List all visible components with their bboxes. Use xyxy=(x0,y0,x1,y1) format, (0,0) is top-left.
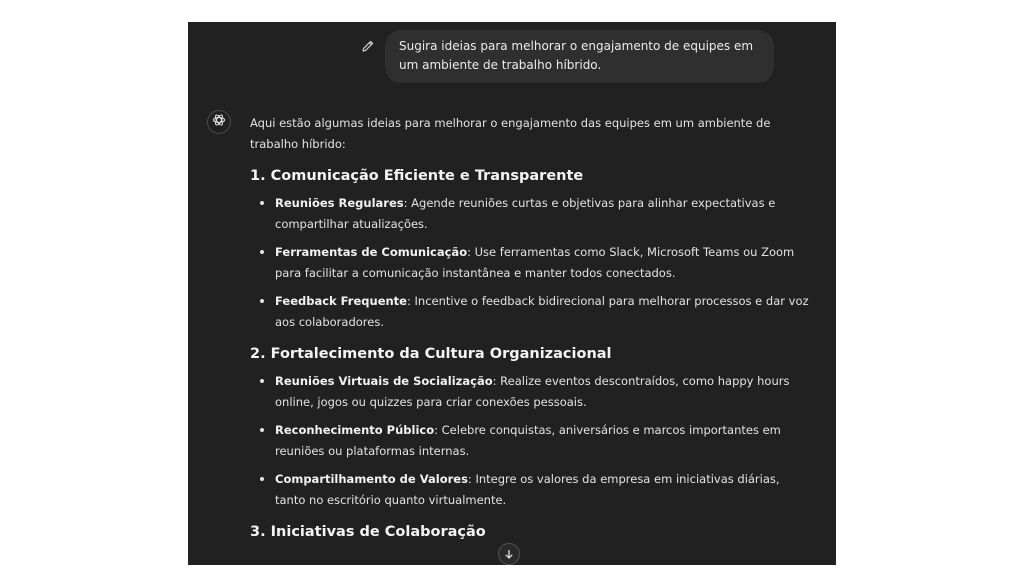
bullet-text: : Integre os valores da empresa em iniciativas diárias, tanto no escritório quanto virtualmente. xyxy=(275,472,780,507)
bullet-text: : Realize eventos descontraídos, como happy hours online, jogos ou quizzes para criar conexões pessoais. xyxy=(275,374,790,409)
bullet-dot xyxy=(260,477,264,481)
bullet-term: Ferramentas de Comunicação xyxy=(275,245,468,259)
bullet-term: Feedback Frequente xyxy=(275,294,407,308)
bullet-dot xyxy=(260,250,264,254)
bullet-dot xyxy=(260,379,264,383)
user-message-bubble xyxy=(385,30,774,83)
bullet-dot xyxy=(260,299,264,303)
assistant-avatar xyxy=(207,110,231,134)
section-heading: 3. Iniciativas de Colaboração xyxy=(250,524,486,540)
list-item xyxy=(250,242,810,284)
bullet-term: Compartilhamento de Valores xyxy=(275,472,468,486)
bullet-term: Reconhecimento Público xyxy=(275,423,435,437)
bullet-text: : Incentive o feedback bidirecional para melhorar processos e dar voz aos colaboradores. xyxy=(275,294,809,329)
scroll-to-bottom-button[interactable] xyxy=(498,543,520,565)
bullet-dot xyxy=(260,428,264,432)
assistant-message xyxy=(250,113,810,549)
bullet-text: : Use ferramentas como Slack, Microsoft Teams ou Zoom para facilitar a comunicação instantânea e manter todos conectados. xyxy=(275,245,795,280)
bullet-term: Reuniões Regulares xyxy=(275,196,404,210)
list-item xyxy=(250,291,810,333)
bullet-term: Reuniões Virtuais de Socialização xyxy=(275,374,493,388)
bullet-text: : Celebre conquistas, aniversários e marcos importantes em reuniões ou plataformas internas. xyxy=(275,423,781,458)
list-item xyxy=(250,371,810,413)
list-item xyxy=(250,193,810,235)
edit-message-icon[interactable] xyxy=(360,38,376,54)
list-item xyxy=(250,420,810,462)
bullet-list xyxy=(250,371,810,511)
user-message-text: Sugira ideias para melhorar o engajamento de equipes em um ambiente de trabalho híbrido. xyxy=(399,39,754,72)
chat-window xyxy=(188,22,836,565)
assistant-intro-text: Aqui estão algumas ideias para melhorar o engajamento das equipes em um ambiente de trabalho híbrido: xyxy=(250,116,771,151)
arrow-down-icon xyxy=(503,545,515,564)
section-heading: 2. Fortalecimento da Cultura Organizacional xyxy=(250,346,612,362)
bullet-text: : Agende reuniões curtas e objetivas para alinhar expectativas e compartilhar atualizações. xyxy=(275,196,776,231)
bullet-list xyxy=(250,193,810,333)
list-item xyxy=(250,469,810,511)
section-heading: 1. Comunicação Eficiente e Transparente xyxy=(250,168,584,184)
bullet-dot xyxy=(260,201,264,205)
openai-logo-icon xyxy=(211,112,227,132)
